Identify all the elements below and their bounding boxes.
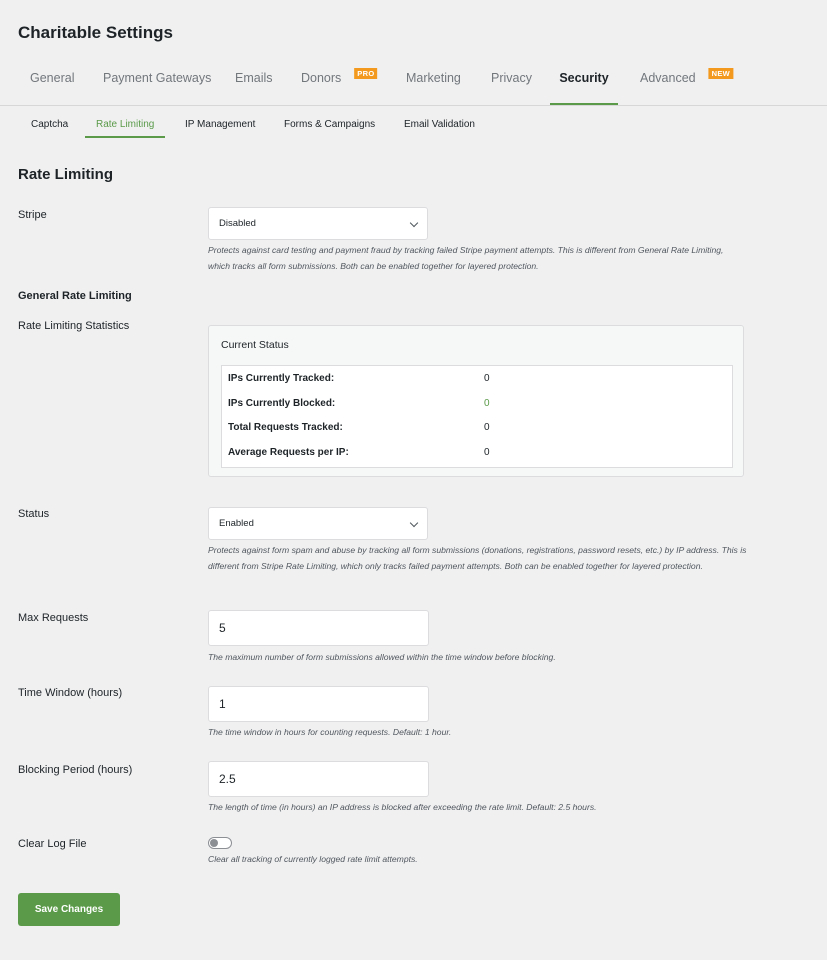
stat-value: 0: [484, 373, 490, 384]
tab-security[interactable]: [550, 60, 618, 105]
stats-table: [221, 365, 733, 468]
section-title: Rate Limiting: [18, 166, 114, 183]
chevron-down-icon: [410, 219, 418, 227]
tab-marketing[interactable]: [406, 60, 461, 106]
stripe-select-value: Disabled: [219, 218, 256, 229]
tab-label: Payment Gateways: [103, 71, 212, 85]
max-requests-input[interactable]: 5: [208, 610, 429, 646]
stats-panel: [208, 325, 744, 477]
stripe-select[interactable]: [208, 207, 428, 240]
blocking-period-description: The length of time (in hours) an IP address is blocked after exceeding the rate limit. Default: 2.5 hours.: [208, 802, 597, 812]
subtab-ip-management[interactable]: IP Management: [185, 119, 256, 130]
blocking-period-input[interactable]: 2.5: [208, 761, 429, 797]
max-requests-description: The maximum number of form submissions allowed within the time window before blocking.: [208, 652, 556, 662]
save-changes-button[interactable]: Save Changes: [18, 893, 120, 926]
stat-value: 0: [484, 422, 490, 433]
max-requests-label: Max Requests: [18, 612, 89, 624]
clear-log-toggle[interactable]: [208, 837, 232, 849]
new-badge: NEW: [709, 68, 733, 79]
time-window-label: Time Window (hours): [18, 687, 123, 699]
stripe-description: Protects against card testing and payment fraud by tracking failed Stripe payment attempts. This is different from General Rate Limiting, which tracks all form submissions. Both can be enabled together for layered protection.: [208, 245, 724, 271]
status-select[interactable]: [208, 507, 428, 540]
tab-label: Advanced: [640, 71, 696, 85]
tab-label: Emails: [235, 71, 273, 85]
tab-donors[interactable]: [301, 60, 375, 106]
stats-title: Current Status: [221, 339, 289, 351]
toggle-knob: [210, 839, 218, 847]
subtab-forms-campaigns[interactable]: Forms & Campaigns: [284, 119, 376, 130]
status-label: Status: [18, 508, 50, 520]
chevron-down-icon: [410, 519, 418, 527]
status-description: Protects against form spam and abuse by tracking all form submissions (donations, registrations, password resets, etc.) by IP address. This is different from Stripe Rate Limiting, which only tracks failed payment attempts. Both can be enabled together for layered protection.: [208, 545, 747, 571]
page-title: Charitable Settings: [18, 23, 173, 42]
secondary-tabs: [0, 107, 827, 143]
tab-label: Marketing: [406, 71, 461, 85]
tab-emails[interactable]: [235, 60, 273, 106]
blocking-period-label: Blocking Period (hours): [18, 764, 133, 776]
subtab-rate-limiting[interactable]: Rate Limiting: [85, 119, 165, 138]
stat-label: IPs Currently Blocked:: [228, 398, 336, 409]
stripe-label: Stripe: [18, 209, 47, 221]
general-rate-limiting-heading: General Rate Limiting: [18, 290, 132, 302]
tab-general[interactable]: [30, 60, 74, 106]
status-select-value: Enabled: [219, 518, 254, 529]
stat-value: 0: [484, 447, 490, 458]
stat-label: IPs Currently Tracked:: [228, 373, 335, 384]
subtab-captcha[interactable]: Captcha: [31, 119, 69, 130]
tab-label: Security: [559, 71, 609, 85]
tab-payment-gateways[interactable]: [103, 60, 211, 106]
tab-label: Privacy: [491, 71, 532, 85]
tab-label: General: [30, 71, 75, 85]
stats-label: Rate Limiting Statistics: [18, 320, 130, 332]
stat-label: Total Requests Tracked:: [228, 422, 343, 433]
tab-advanced[interactable]: [640, 60, 731, 106]
clear-log-label: Clear Log File: [18, 838, 87, 850]
clear-log-description: Clear all tracking of currently logged rate limit attempts.: [208, 854, 418, 864]
subtab-email-validation[interactable]: Email Validation: [404, 119, 475, 130]
stat-label: Average Requests per IP:: [228, 447, 349, 458]
time-window-description: The time window in hours for counting requests. Default: 1 hour.: [208, 727, 452, 737]
pro-badge: PRO: [354, 68, 377, 79]
primary-tabs: [0, 60, 827, 106]
time-window-input[interactable]: 1: [208, 686, 429, 722]
tab-privacy[interactable]: [491, 60, 532, 106]
stat-value: 0: [484, 398, 490, 409]
tab-label: Donors: [301, 71, 342, 85]
